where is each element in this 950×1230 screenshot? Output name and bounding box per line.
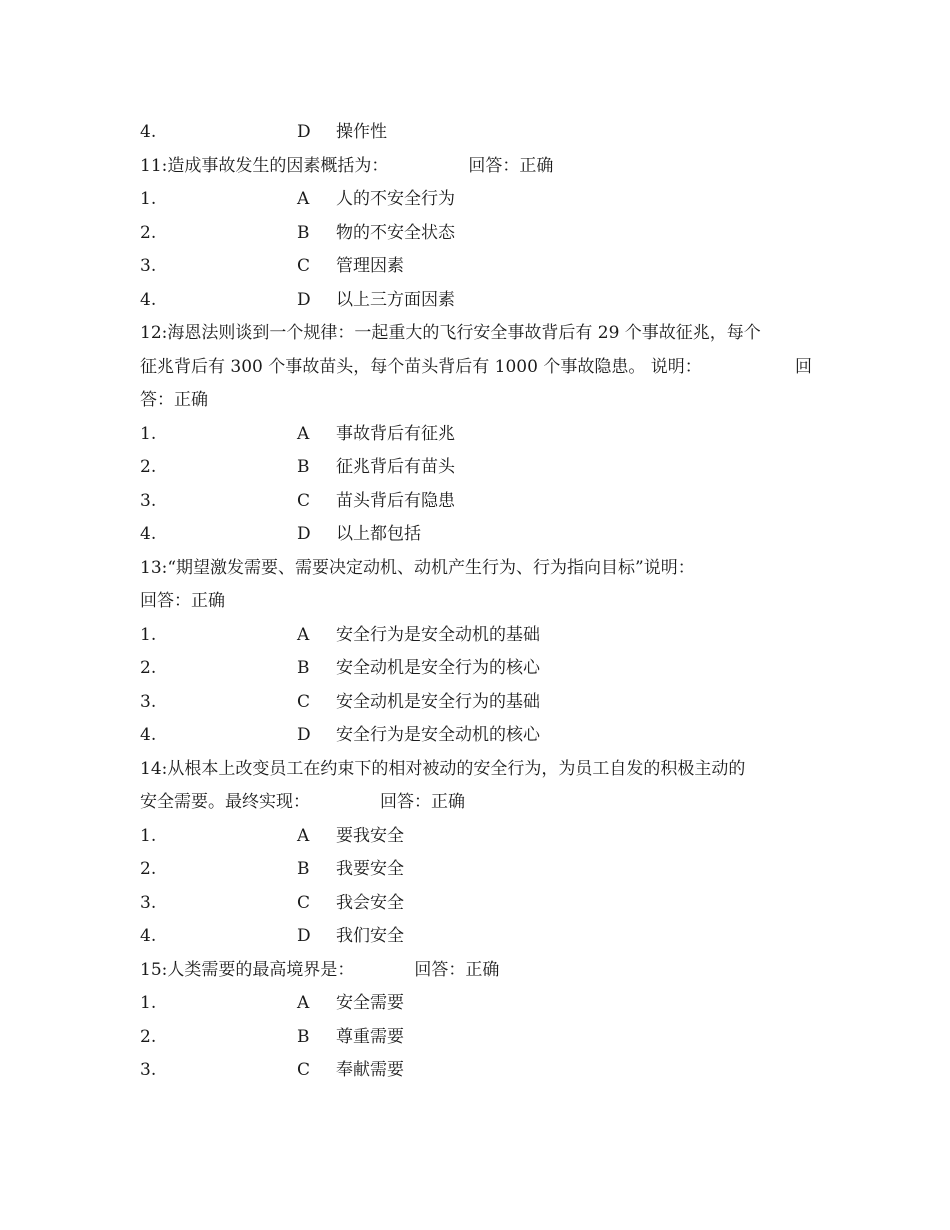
option-text: 苗头背后有隐患	[336, 490, 455, 511]
option-number: 3.	[140, 691, 157, 712]
option-letter: D	[297, 122, 311, 142]
option-row	[140, 820, 812, 854]
option-number: 4.	[140, 926, 157, 946]
question-line	[140, 954, 812, 988]
option-text: 操作性	[336, 122, 387, 142]
option-letter: B	[297, 859, 310, 879]
option-number: 2.	[140, 859, 157, 879]
option-row	[140, 518, 812, 552]
option-number: 4.	[140, 122, 157, 142]
question-prompt: 11:造成事故发生的因素概括为：	[140, 155, 389, 176]
option-letter: D	[297, 524, 311, 544]
option-number: 4.	[140, 289, 157, 310]
option-text: 我会安全	[336, 892, 404, 913]
option-number: 1.	[140, 423, 157, 444]
question-text-line: 12:海恩法则谈到一个规律：一起重大的飞行安全事故背后有 29 个事故征兆，每个	[140, 323, 761, 343]
question-text-line: 14:从根本上改变员工在约束下的相对被动的安全行为，为员工自发的积极主动的	[140, 758, 746, 779]
option-text: 我要安全	[336, 859, 404, 879]
option-row	[140, 719, 812, 753]
option-row	[140, 853, 812, 887]
option-number: 4.	[140, 524, 157, 544]
option-letter: C	[297, 1060, 311, 1080]
question-text: 征兆背后有 300 个事故苗头，每个苗头背后有 1000 个事故隐患。 说明：	[140, 356, 702, 377]
question-text-line	[140, 351, 812, 385]
option-text: 管理因素	[336, 256, 404, 276]
option-letter: A	[297, 189, 310, 209]
answer-status: 回答：正确	[380, 792, 465, 812]
option-text: 安全行为是安全动机的基础	[336, 624, 540, 645]
option-letter: B	[297, 457, 310, 477]
question-line	[140, 150, 812, 184]
quiz-content	[140, 116, 812, 1088]
option-text: 征兆背后有苗头	[336, 457, 455, 477]
question-prompt: 安全需要。最终实现：	[140, 792, 310, 812]
option-row	[140, 217, 812, 251]
option-row	[140, 887, 812, 921]
option-row	[140, 987, 812, 1021]
option-letter: D	[297, 926, 311, 946]
option-row	[140, 116, 812, 150]
answer-status: 回答：正确	[468, 155, 554, 176]
option-letter: D	[297, 289, 311, 310]
question-line	[140, 786, 812, 820]
option-letter: A	[297, 423, 310, 444]
option-letter: B	[297, 222, 310, 243]
option-number: 1.	[140, 993, 157, 1013]
option-row	[140, 451, 812, 485]
option-row	[140, 250, 812, 284]
option-letter: D	[297, 725, 311, 745]
option-row	[140, 183, 812, 217]
option-number: 2.	[140, 222, 157, 243]
option-number: 3.	[140, 490, 157, 511]
option-number: 3.	[140, 256, 157, 276]
option-text: 以上都包括	[336, 524, 421, 544]
option-text: 安全动机是安全行为的基础	[336, 691, 540, 712]
option-letter: C	[297, 892, 311, 913]
option-letter: C	[297, 256, 311, 276]
option-text: 人的不安全行为	[336, 189, 455, 209]
option-number: 1.	[140, 624, 157, 645]
answer-label-start: 回	[795, 356, 812, 377]
option-text: 要我安全	[336, 825, 404, 846]
option-row	[140, 652, 812, 686]
question-text-line: 回答：正确	[140, 591, 225, 611]
option-text: 事故背后有征兆	[336, 423, 455, 444]
option-row	[140, 1054, 812, 1088]
option-number: 3.	[140, 1060, 157, 1080]
option-row	[140, 1021, 812, 1055]
option-row	[140, 418, 812, 452]
answer-status: 回答：正确	[414, 959, 500, 980]
option-number: 2.	[140, 658, 157, 678]
option-text: 我们安全	[336, 926, 404, 946]
option-text: 安全需要	[336, 993, 404, 1013]
option-row	[140, 920, 812, 954]
option-letter: B	[297, 1026, 310, 1047]
option-text: 安全动机是安全行为的核心	[336, 658, 540, 678]
option-row	[140, 686, 812, 720]
option-number: 2.	[140, 1026, 157, 1047]
option-text: 尊重需要	[336, 1026, 404, 1047]
question-prompt: 15:人类需要的最高境界是：	[140, 959, 355, 980]
option-letter: C	[297, 490, 311, 511]
option-number: 3.	[140, 892, 157, 913]
option-row	[140, 619, 812, 653]
option-letter: A	[297, 624, 310, 645]
option-number: 1.	[140, 825, 157, 846]
option-text: 以上三方面因素	[336, 289, 455, 310]
option-letter: B	[297, 658, 310, 678]
option-number: 4.	[140, 725, 157, 745]
option-row	[140, 284, 812, 318]
option-text: 物的不安全状态	[336, 222, 455, 243]
question-text-line: 13:“期望激发需要、需要决定动机、动机产生行为、行为指向目标”说明：	[140, 557, 695, 578]
option-number: 2.	[140, 457, 157, 477]
option-letter: C	[297, 691, 311, 712]
option-text: 奉献需要	[336, 1060, 404, 1080]
option-row	[140, 485, 812, 519]
option-letter: A	[297, 993, 310, 1013]
option-letter: A	[297, 825, 310, 846]
question-text-line: 答：正确	[140, 390, 208, 410]
option-number: 1.	[140, 189, 157, 209]
option-text: 安全行为是安全动机的核心	[336, 725, 540, 745]
